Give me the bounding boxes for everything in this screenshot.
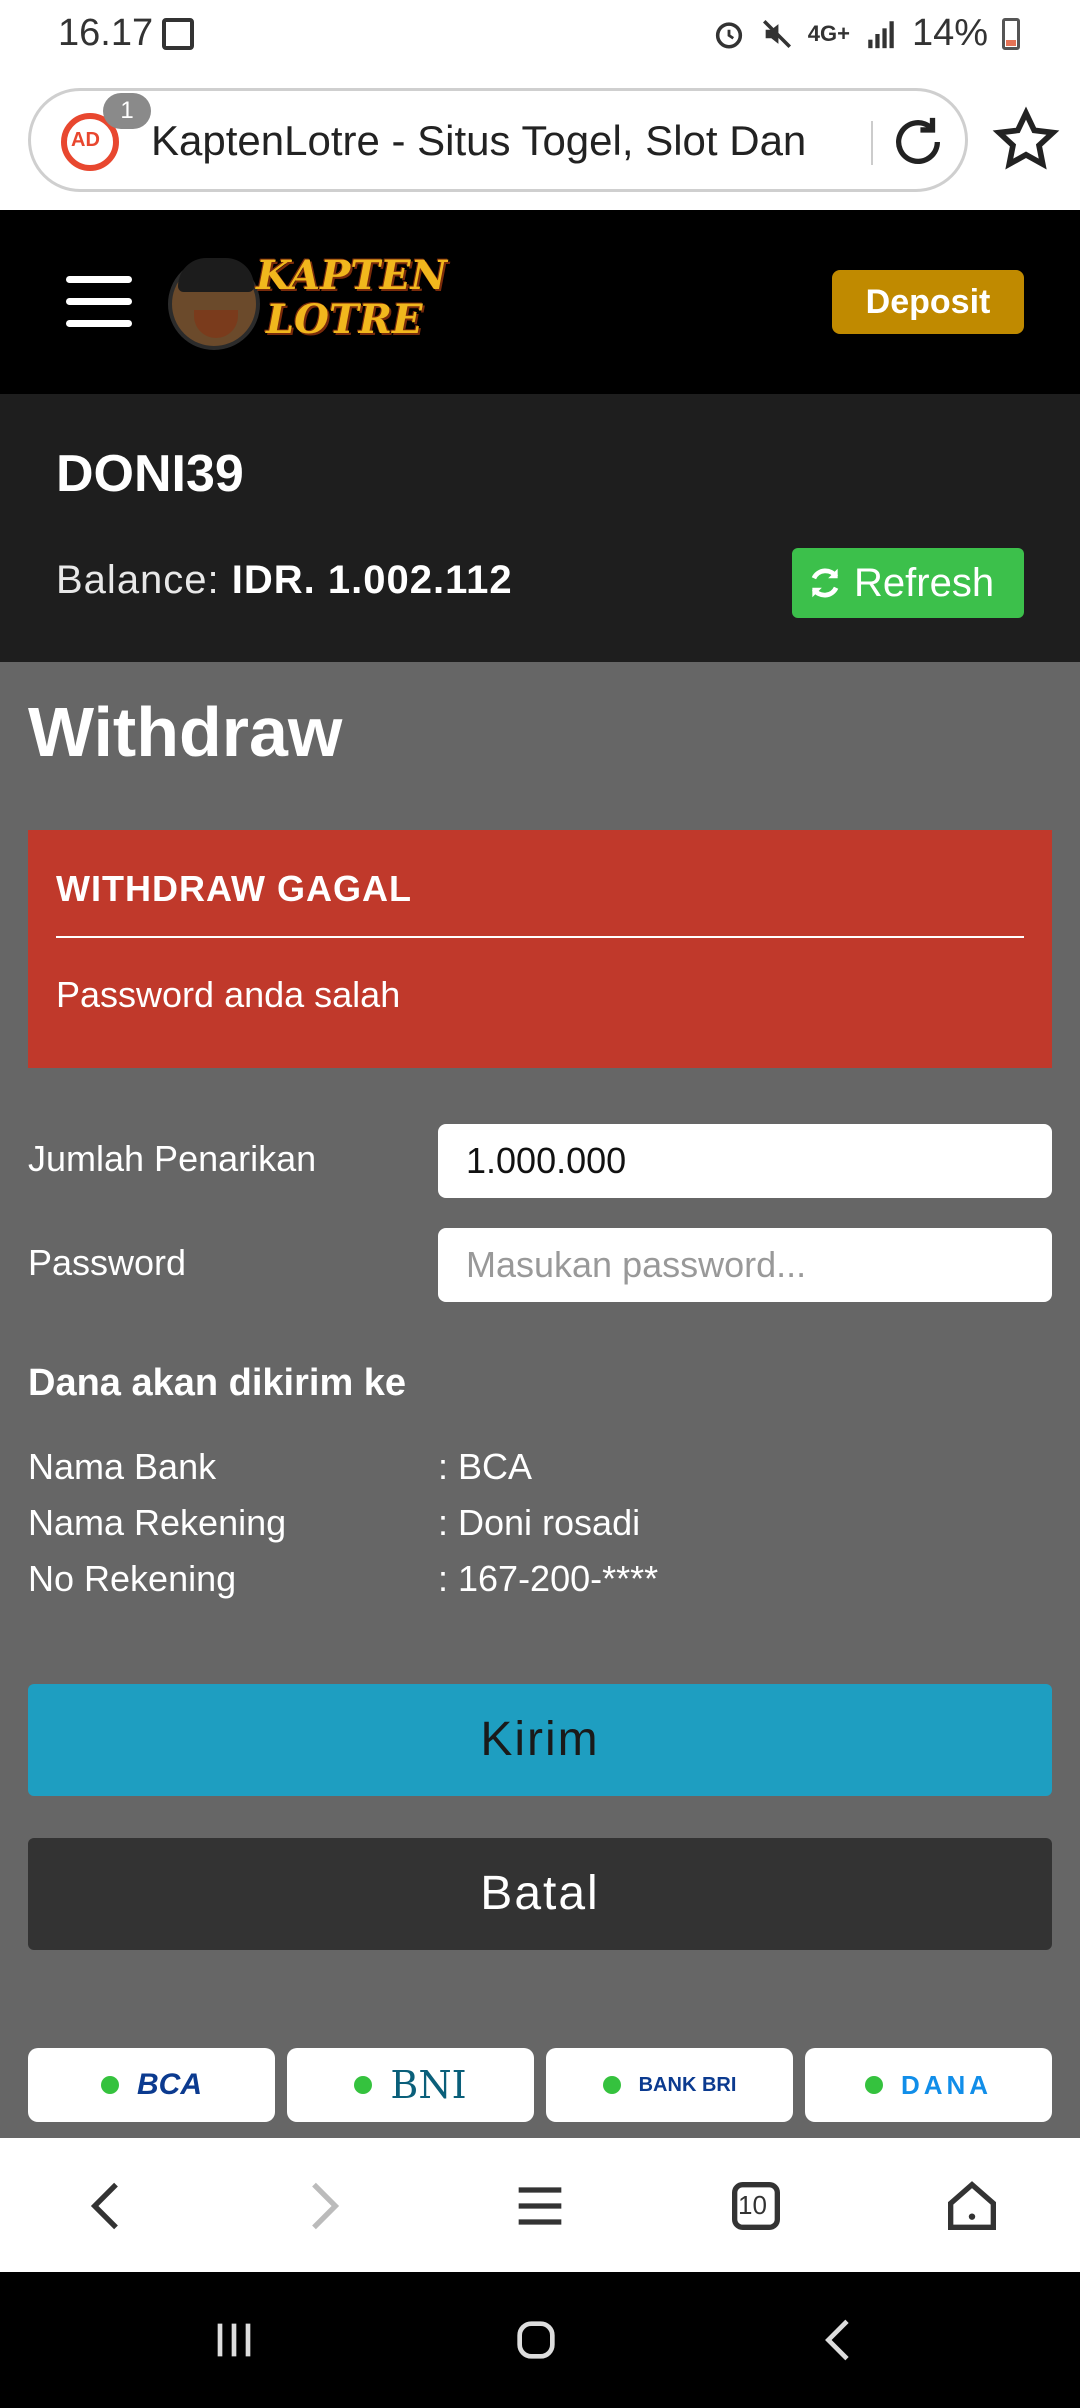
refresh-icon — [806, 564, 844, 602]
hamburger-menu-icon[interactable] — [66, 276, 132, 328]
tabs-button[interactable] — [724, 2174, 788, 2238]
browser-toolbar — [0, 70, 1080, 210]
submit-button[interactable]: Kirim — [28, 1684, 1052, 1796]
recent-apps-icon[interactable] — [206, 2312, 262, 2368]
account-name-value: : Doni rosadi — [438, 1502, 641, 1543]
balance — [56, 558, 513, 603]
account-panel — [0, 394, 1080, 662]
bank-list — [28, 2048, 1052, 2138]
address-divider — [871, 121, 873, 165]
account-name-label: Nama Rekening — [28, 1502, 287, 1543]
pirate-mascot-icon — [168, 258, 260, 350]
battery-icon — [1002, 18, 1020, 50]
alert-message: Password anda salah — [56, 974, 401, 1015]
reload-icon[interactable] — [889, 113, 947, 171]
amount-input[interactable]: 1.000.000 — [438, 1124, 1052, 1198]
balance-label: Balance: — [56, 558, 220, 602]
browser-bottom-nav — [0, 2138, 1080, 2272]
online-status-icon — [101, 2076, 119, 2094]
site-header — [0, 210, 1080, 394]
battery-percent: 14% — [911, 12, 988, 54]
bank-card-bca — [28, 2048, 275, 2122]
url-title[interactable]: KaptenLotre - Situs Togel, Slot Dan — [151, 117, 807, 164]
address-bar[interactable] — [28, 88, 968, 192]
home-system-icon[interactable] — [508, 2312, 564, 2368]
signal-icon — [864, 17, 898, 51]
ad-block-count-badge: 1 — [103, 93, 151, 129]
online-status-icon — [354, 2076, 372, 2094]
status-icons — [712, 12, 1020, 55]
account-number-label: No Rekening — [28, 1558, 237, 1599]
ad-block-icon[interactable]: AD — [61, 113, 119, 171]
refresh-label: Refresh — [854, 561, 995, 605]
back-system-icon[interactable] — [812, 2312, 868, 2368]
bank-name: BNI — [390, 2063, 467, 2107]
mute-icon — [760, 17, 794, 51]
error-alert — [28, 830, 1052, 1068]
cancel-button[interactable]: Batal — [28, 1838, 1052, 1950]
back-icon[interactable] — [76, 2174, 140, 2238]
alert-title: WITHDRAW GAGAL — [56, 868, 412, 909]
bookmark-star-icon[interactable] — [992, 106, 1060, 174]
balance-value: IDR. 1.002.112 — [231, 558, 513, 602]
network-type: 4G+ — [807, 20, 850, 46]
deposit-button[interactable]: Deposit — [832, 270, 1024, 334]
site-logo[interactable] — [168, 254, 468, 350]
bank-name-label: Nama Bank — [28, 1446, 217, 1487]
refresh-button[interactable] — [792, 548, 1024, 618]
menu-icon[interactable] — [508, 2174, 572, 2238]
tabs-count: 10 — [738, 2190, 767, 2220]
alert-divider — [56, 936, 1024, 938]
destination-heading: Dana akan dikirim ke — [28, 1362, 407, 1404]
forward-icon[interactable] — [290, 2174, 354, 2238]
bank-card-dana — [805, 2048, 1052, 2122]
status-bar — [0, 0, 1080, 70]
online-status-icon — [603, 2076, 621, 2094]
bank-card-bni — [287, 2048, 534, 2122]
page-title: Withdraw — [28, 693, 343, 771]
bank-name: BANK BRI — [638, 2073, 737, 2096]
status-time: 16.17 — [58, 12, 154, 54]
password-input[interactable] — [438, 1228, 1052, 1302]
logo-text: KAPTEN LOTRE — [256, 252, 448, 343]
home-icon[interactable] — [940, 2174, 1004, 2238]
bank-name: BCA — [137, 2068, 202, 2101]
username: DONI39 — [56, 445, 244, 503]
bank-name: DANA — [900, 2069, 993, 2100]
alarm-icon — [712, 17, 746, 51]
bank-card-bri — [546, 2048, 793, 2122]
online-status-icon — [865, 2076, 883, 2094]
gallery-icon — [162, 18, 194, 50]
account-number-value: : 167-200-**** — [438, 1558, 659, 1599]
bank-name-value: : BCA — [438, 1446, 533, 1487]
amount-label: Jumlah Penarikan — [28, 1138, 317, 1179]
withdraw-section — [0, 662, 1080, 2138]
system-navigation-bar — [0, 2272, 1080, 2408]
password-label: Password — [28, 1242, 187, 1283]
